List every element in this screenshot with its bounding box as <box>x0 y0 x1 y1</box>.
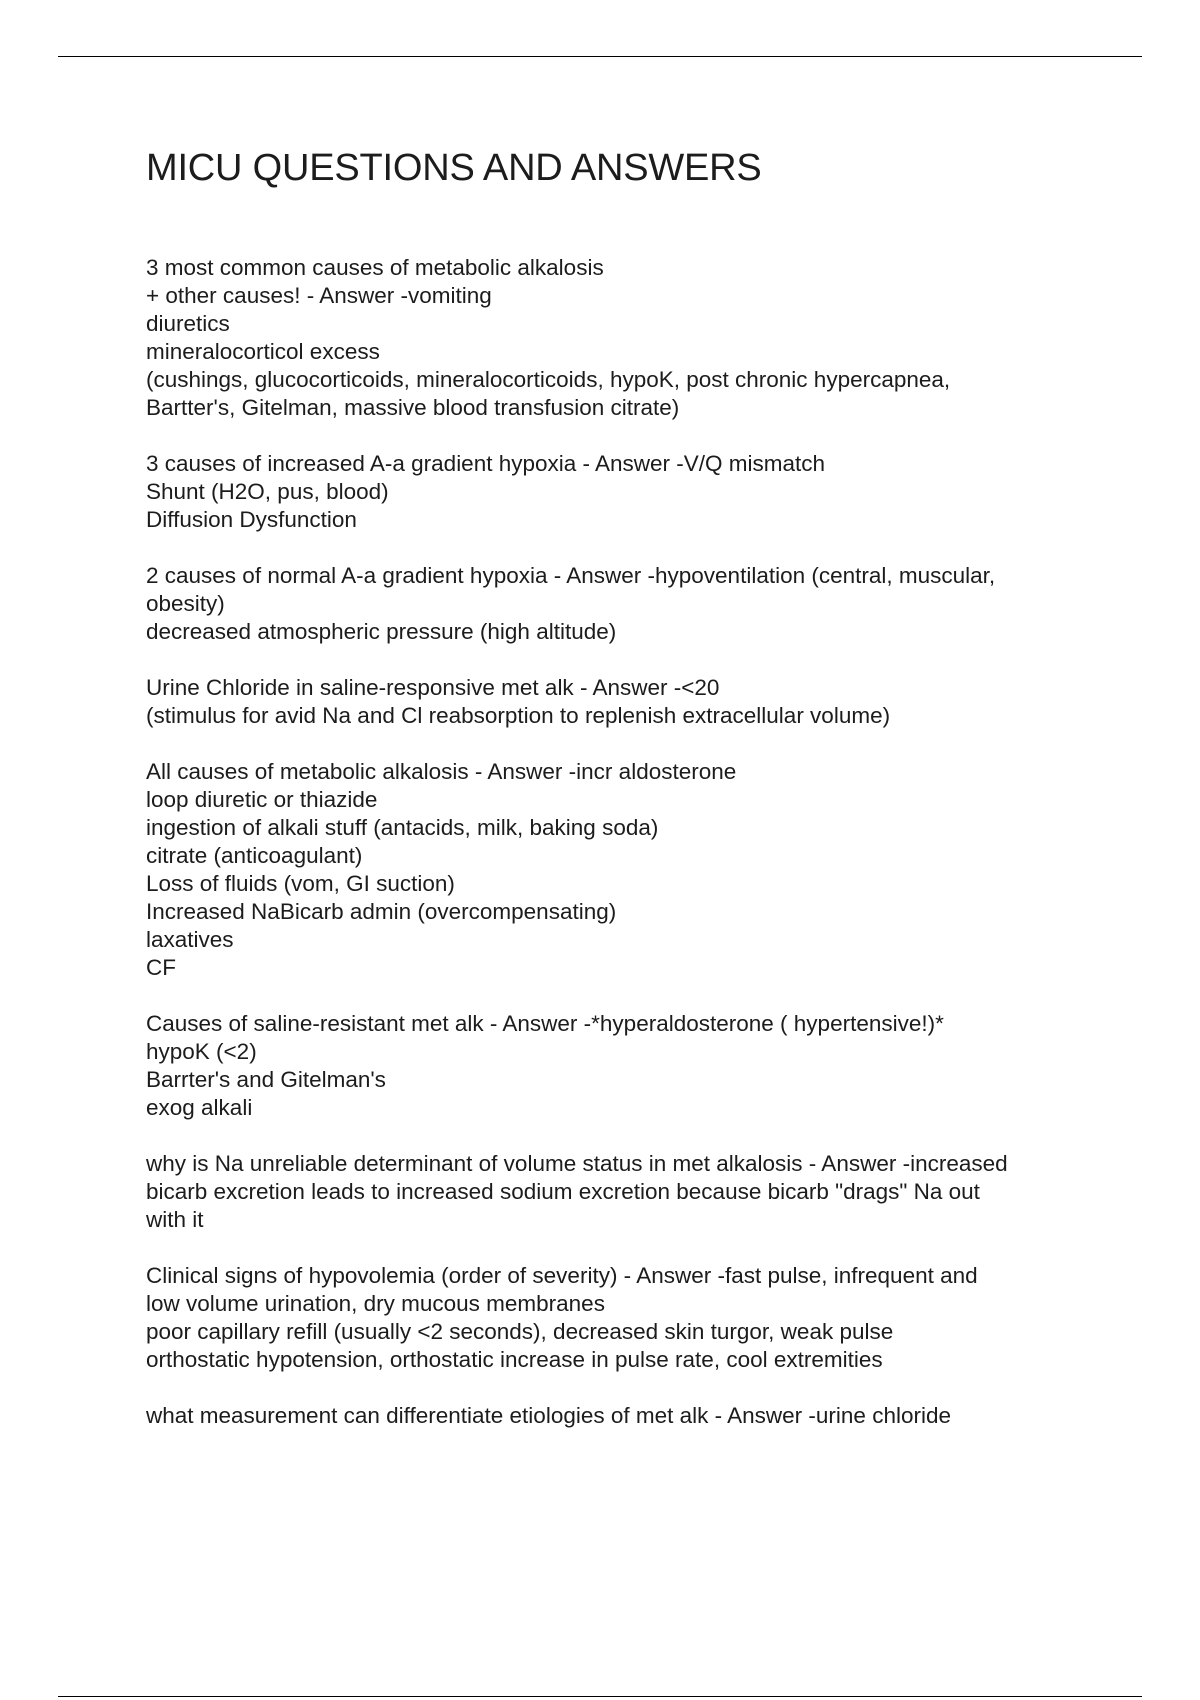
qa-line: Diffusion Dysfunction <box>146 507 357 532</box>
qa-line: with it <box>146 1207 204 1232</box>
qa-line: bicarb excretion leads to increased sodium excretion because bicarb "drags" Na out <box>146 1179 980 1204</box>
qa-line: orthostatic hypotension, orthostatic increase in pulse rate, cool extremities <box>146 1347 883 1372</box>
qa-line: why is Na unreliable determinant of volume status in met alkalosis - Answer -increased <box>146 1151 1008 1176</box>
qa-item <box>146 758 1096 982</box>
qa-list <box>146 254 1096 1430</box>
qa-line: mineralocorticol excess <box>146 339 380 364</box>
qa-item <box>146 450 1096 534</box>
qa-line: what measurement can differentiate etiologies of met alk - Answer -urine chloride <box>146 1403 951 1428</box>
qa-line: obesity) <box>146 591 225 616</box>
qa-item <box>146 562 1096 646</box>
qa-line: hypoK (<2) <box>146 1039 257 1064</box>
qa-line: Increased NaBicarb admin (overcompensating) <box>146 899 617 924</box>
qa-line: Barrter's and Gitelman's <box>146 1067 386 1092</box>
qa-line: Loss of fluids (vom, GI suction) <box>146 871 455 896</box>
qa-line: 3 most common causes of metabolic alkalosis <box>146 255 604 280</box>
qa-line: Clinical signs of hypovolemia (order of severity) - Answer -fast pulse, infrequent and <box>146 1263 978 1288</box>
qa-line: + other causes! - Answer -vomiting <box>146 283 492 308</box>
page-title: MICU QUESTIONS AND ANSWERS <box>146 147 762 189</box>
qa-line: Shunt (H2O, pus, blood) <box>146 479 389 504</box>
qa-line: laxatives <box>146 927 234 952</box>
qa-line: Urine Chloride in saline-responsive met alk - Answer -<20 <box>146 675 720 700</box>
qa-line: ingestion of alkali stuff (antacids, milk, baking soda) <box>146 815 659 840</box>
qa-item <box>146 1262 1096 1374</box>
qa-item <box>146 1010 1096 1122</box>
qa-line: All causes of metabolic alkalosis - Answer -incr aldosterone <box>146 759 737 784</box>
qa-line: Bartter's, Gitelman, massive blood transfusion citrate) <box>146 395 680 420</box>
qa-line: diuretics <box>146 311 230 336</box>
qa-line: exog alkali <box>146 1095 253 1120</box>
qa-line: loop diuretic or thiazide <box>146 787 378 812</box>
qa-line: poor capillary refill (usually <2 seconds), decreased skin turgor, weak pulse <box>146 1319 894 1344</box>
qa-line: decreased atmospheric pressure (high altitude) <box>146 619 617 644</box>
qa-item <box>146 1150 1096 1234</box>
qa-line: 3 causes of increased A-a gradient hypoxia - Answer -V/Q mismatch <box>146 451 826 476</box>
bottom-rule <box>58 1696 1142 1697</box>
top-rule <box>58 56 1142 57</box>
qa-item <box>146 1402 1096 1430</box>
qa-line: (stimulus for avid Na and Cl reabsorption to replenish extracellular volume) <box>146 703 891 728</box>
qa-line: CF <box>146 955 176 980</box>
qa-line: 2 causes of normal A-a gradient hypoxia - Answer -hypoventilation (central, muscular, <box>146 563 996 588</box>
qa-line: (cushings, glucocorticoids, mineralocorticoids, hypoK, post chronic hypercapnea, <box>146 367 951 392</box>
qa-line: Causes of saline-resistant met alk - Answer -*hyperaldosterone ( hypertensive!)* <box>146 1011 944 1036</box>
qa-line: low volume urination, dry mucous membranes <box>146 1291 605 1316</box>
qa-line: citrate (anticoagulant) <box>146 843 363 868</box>
qa-item <box>146 674 1096 730</box>
document-body <box>146 140 1096 1458</box>
qa-item <box>146 254 1096 422</box>
